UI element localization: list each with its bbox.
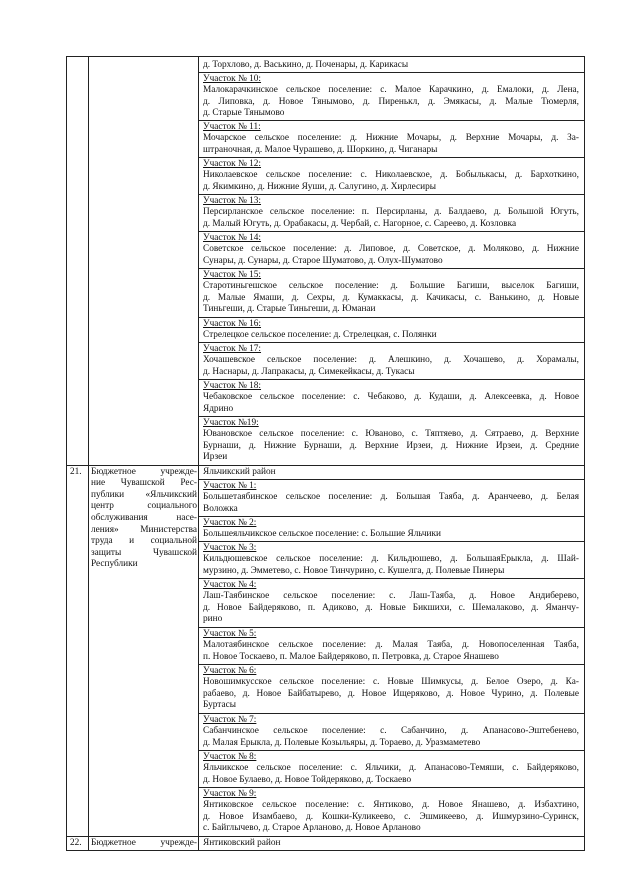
settlement-list-line: Персирланское сельское поселение: п. Персирланы, д. Балдаево, д. Большой Югуть, xyxy=(203,207,579,218)
district-name: Янтиковский район xyxy=(203,837,281,848)
organization-name-line: труда и социальной xyxy=(91,536,197,547)
settlement-list-line: п. Новое Тоскаево, п. Малое Байдеряково, п. Петровка, д. Старое Янашево xyxy=(203,651,499,662)
settlement-list-line: штраночная, д. Малое Чурашево, д. Шоркино, д. Чиганары xyxy=(203,144,438,155)
plot-heading: Участок № 14: xyxy=(203,232,262,243)
organization-name-line: центр социального xyxy=(91,501,197,512)
settlement-list-line: Большеяльчикское сельское поселение: с. Большие Яльчики xyxy=(203,529,442,540)
plot-heading: Участок №19: xyxy=(203,417,259,428)
settlement-list-line: Стрелецкое сельское поселение: д. Стрелецкая, с. Полянки xyxy=(203,330,437,341)
plot-heading: Участок № 2: xyxy=(203,517,257,528)
table-top-border xyxy=(66,56,585,57)
settlement-list-line: д. Торхлово, д. Васькино, д. Поченары, д. Карикасы xyxy=(203,60,409,70)
plot-heading: Участок № 11: xyxy=(203,121,261,132)
plot-heading: Участок № 6: xyxy=(203,665,257,676)
settlement-list-line: Николаевское сельское поселение: с. Николаевское, д. Бобылькасы, д. Бархоткино, xyxy=(203,170,579,181)
settlement-list-line: мурзино, д. Эмметево, с. Новое Тинчурино, с. Кушелга, д. Полевые Пинеры xyxy=(203,565,505,576)
settlement-list-line: Ирзеи xyxy=(203,452,228,463)
plot-heading: Участок № 10: xyxy=(203,73,262,84)
organization-name-line: ние Чувашской Рес- xyxy=(91,478,197,489)
table-left-border xyxy=(66,56,67,851)
organization-name-line: защиты Чувашской xyxy=(91,547,197,558)
settlement-list-line: с. Байглычево, д. Старое Арланово, д. Новое Арланово xyxy=(203,823,421,834)
table-right-border xyxy=(584,56,585,851)
settlement-list-line: д. Малые Ямаши, д. Сехры, д. Кумаккасы, д. Качикасы, с. Ванькино, д. Новые xyxy=(203,292,579,303)
plot-heading: Участок № 3: xyxy=(203,542,257,553)
settlement-list-line: д. Малая Ерыкла, д. Полевые Козыльяры, д. Тораево, д. Уразмаметево xyxy=(203,737,481,748)
table-bottom-border xyxy=(66,850,585,851)
settlement-list-line: Чебаковское сельское поселение: с. Чебаково, д. Кудаши, д. Алексеевка, д. Новое xyxy=(203,392,579,403)
row-number: 21. xyxy=(70,466,82,477)
settlement-list-line: Бурнаши, д. Нижние Бурнаши, д. Верхние Ирзеи, д. Нижние Ирзеи, д. Средние xyxy=(203,440,579,451)
settlement-list-line: Малокарачкинское сельское поселение: с. Малое Карачкино, д. Емалоки, д. Лена, xyxy=(203,85,579,96)
settlement-list-line: д. Наснары, д. Лапракасы, д. Симекейкасы, д. Тукасы xyxy=(203,366,415,377)
plot-heading: Участок № 17: xyxy=(203,343,262,354)
organization-name xyxy=(91,467,197,571)
plot-heading: Участок № 7: xyxy=(203,714,257,725)
settlement-list-line: д. Старые Тянымово xyxy=(203,108,285,119)
plot-heading: Участок № 8: xyxy=(203,751,257,762)
settlement-list-line: д. Малый Югуть, д. Орабакасы, д. Чербай, с. Нагорное, с. Сареево, д. Козловка xyxy=(203,218,517,229)
settlement-list-line: рино xyxy=(203,614,223,625)
plot-heading: Участок № 5: xyxy=(203,628,257,639)
settlement-list-line: Сабанчинское сельское поселение: с. Сабанчино, д. Апанасово-Эштебенево, xyxy=(203,726,579,737)
number-column-border xyxy=(88,56,89,851)
settlement-list-line: Тиньгеши, д. Старые Тиньгеши, д. Юманаи xyxy=(203,304,376,315)
settlement-list-line: Ювановское сельское поселение: с. Юваново, с. Тяптяево, д. Сятраево, д. Верхние xyxy=(203,429,579,440)
row-number: 22. xyxy=(70,837,82,848)
settlement-list-line: Лаш-Таябинское сельское поселение: с. Лаш-Таяба, д. Новое Андиберево, xyxy=(203,591,579,602)
plot-heading: Участок № 1: xyxy=(203,480,257,491)
settlement-list-line: Ядрино xyxy=(203,403,234,414)
organization-name-line: ления» Министерства xyxy=(91,524,197,535)
plot-heading: Участок № 12: xyxy=(203,158,262,169)
plot-heading: Участок № 16: xyxy=(203,318,262,329)
plot-heading: Участок № 15: xyxy=(203,269,262,280)
organization-name-line: публики «Яльчикский xyxy=(91,489,197,500)
settlement-list-line: Воложка xyxy=(203,503,238,514)
organization-column-border xyxy=(198,56,199,851)
plot-heading: Участок № 4: xyxy=(203,579,257,590)
settlement-list-line: д. Новое Байдеряково, п. Адиково, д. Новые Бикшихи, с. Шемалаково, д. Яманчу- xyxy=(203,602,579,613)
settlement-list-line: Советское сельское поселение: д. Липовое, д. Советское, д. Моляково, д. Нижние xyxy=(203,244,579,255)
organization-name-line: Бюджетное учрежде- xyxy=(91,466,197,477)
settlement-list-line: Большетаябинское сельское поселение: д. Большая Таяба, д. Аранчеево, д. Белая xyxy=(203,492,579,503)
settlement-list-line: Сунары, д. Сунары, д. Старое Шуматово, д. Олух-Шуматово xyxy=(203,255,443,266)
settlement-list-line: Янтиковское сельское поселение: с. Янтиково, д. Новое Янашево, д. Избахтино, xyxy=(203,800,579,811)
settlement-list-line: Кильдюшевское сельское поселение: д. Кильдюшево, д. БольшаяЕрыкла, д. Шай- xyxy=(203,554,579,565)
plot-heading: Участок № 13: xyxy=(203,195,262,206)
settlement-list-line: д. Новое Булаево, д. Новое Тойдеряково, д. Тоскаево xyxy=(203,774,412,785)
settlement-list-line: д. Новое Изамбаево, д. Кошки-Куликеево, с. Эшмикеево, д. Ишмурзино-Суринск, xyxy=(203,811,579,822)
plot-heading: Участок № 9: xyxy=(203,788,257,799)
organization-name-line: Республики xyxy=(91,559,138,570)
settlement-list-line: Хочашевское сельское поселение: д. Алешкино, д. Хочашево, д. Хорамалы, xyxy=(203,355,579,366)
settlement-list-line: д. Липовка, д. Новое Тянымово, д. Пиренькл, д. Эмякасы, д. Малые Тюмерля, xyxy=(203,96,579,107)
settlement-list-line: Старотиньгешское сельское поселение: д. Большие Багиши, выселок Багиши, xyxy=(203,281,579,292)
settlement-list-line: рабаево, д. Новое Байбатырево, д. Новое Ищеряково, д. Новое Чурино, д. Полевые xyxy=(203,688,579,699)
organization-name-line: обслуживания насе- xyxy=(91,512,197,523)
settlement-list-line: д. Якимкино, д. Нижние Яуши, д. Салугино, д. Хирлесиры xyxy=(203,181,436,192)
settlement-list-line: Буртасы xyxy=(203,700,236,711)
district-name: Яльчикский район xyxy=(203,466,276,477)
settlement-list-line: Малотаябинское сельское поселение: д. Малая Таяба, д. Новопоселенная Таяба, xyxy=(203,640,579,651)
organization-name-line: Бюджетное учрежде- xyxy=(91,837,197,848)
plot-heading: Участок № 18: xyxy=(203,380,262,391)
settlement-list-line: Новошимкусское сельское поселение: с. Новые Шимкусы, д. Белое Озеро, д. Ка- xyxy=(203,677,579,688)
organization-name xyxy=(91,838,197,850)
settlement-list-line: Яльчикское сельское поселение: с. Яльчики, д. Апанасово-Темяши, с. Байдеряково, xyxy=(203,763,579,774)
settlement-list-line: Мочарское сельское поселение: д. Нижние Мочары, д. Верхние Мочары, д. За- xyxy=(203,133,579,144)
